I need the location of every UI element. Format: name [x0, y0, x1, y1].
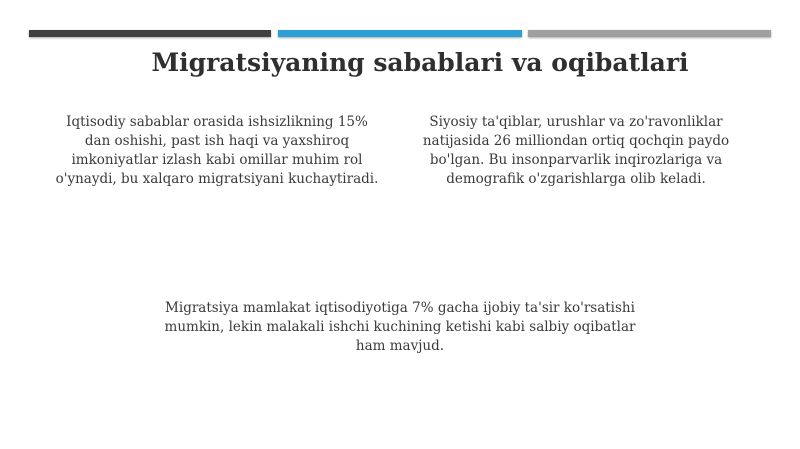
header-decoration-bars [29, 30, 771, 37]
decoration-bar-blue [278, 30, 522, 37]
decoration-bar-gray [528, 30, 771, 37]
text-block-consequences: Migratsiya mamlakat iqtisodiyotiga 7% gacha ijobiy ta'sir ko'rsatishi mumkin, lekin malakali ishchi kuchining ketishi kabi salbiy oqibatlar ham mavjud. [164, 300, 636, 354]
text-block-economic-causes: Iqtisodiy sabablar orasida ishsizlikning 15% dan oshishi, past ish haqi va yaxshiroq imkoniyatlar izlash kabi omillar muhim rol o'ynaydi, bu xalqaro migratsiyani kuchaytiradi. [55, 114, 379, 187]
slide-title: Migratsiyaning sabablari va oqibatlari [151, 48, 689, 77]
text-block-political-causes: Siyosiy ta'qiblar, urushlar va zo'ravonliklar natijasida 26 milliondan ortiq qochqin paydo bo'lgan. Bu insonparvarlik inqirozlariga va demografik o'zgarishlarga olib keladi. [422, 114, 730, 187]
decoration-bar-dark [29, 30, 271, 37]
